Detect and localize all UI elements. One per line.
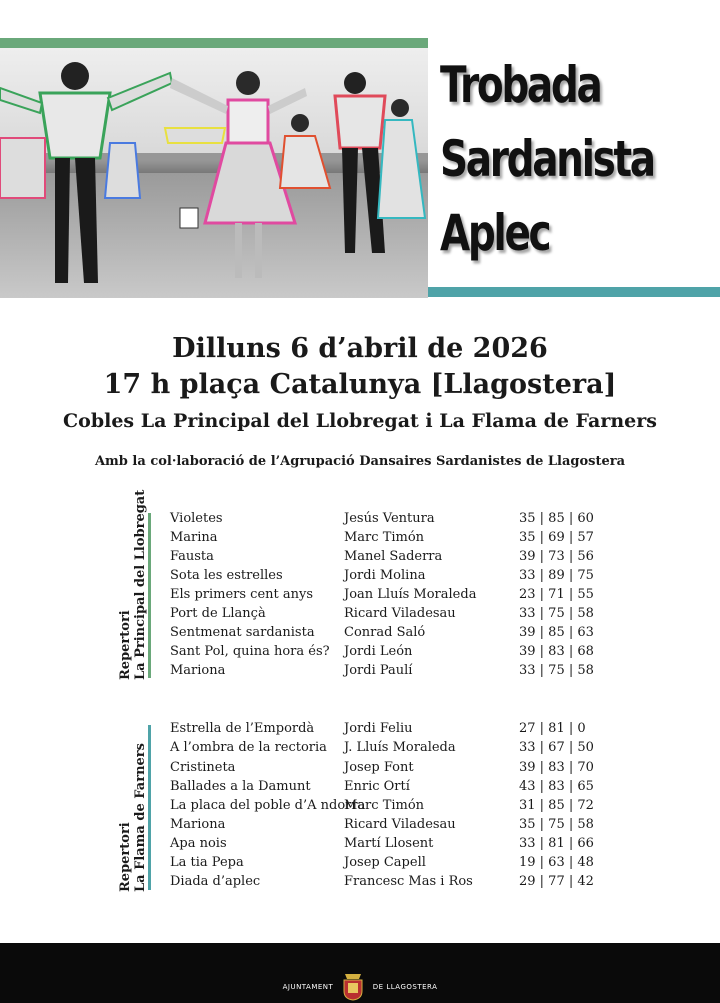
piece-title: Fausta (170, 549, 214, 564)
piece-numbers: 39 | 73 | 56 (519, 549, 594, 564)
repertoire-row (0, 606, 720, 625)
repertoire-row (0, 568, 720, 587)
piece-author: Jordi Feliu (344, 721, 413, 736)
footer-left-text: AJUNTAMENT (282, 983, 334, 991)
piece-title: A l’ombra de la rectoria (170, 740, 327, 755)
piece-title: Mariona (170, 817, 226, 832)
piece-title: Apa nois (170, 836, 227, 851)
piece-author: Jordi León (344, 644, 413, 659)
event-collaboration: Amb la col·laboració de l’Agrupació Dansaires Sardanistes de Llagostera (94, 454, 626, 469)
piece-numbers: 33 | 81 | 66 (519, 836, 594, 851)
piece-author: Joan Lluís Moraleda (344, 587, 477, 602)
repertoire-row (0, 855, 720, 874)
repertoire-row (0, 663, 720, 682)
piece-author: Jordi Molina (344, 568, 426, 583)
piece-author: Josep Font (344, 760, 414, 775)
piece-numbers: 33 | 89 | 75 (519, 568, 594, 583)
piece-author: Ricard Viladesau (344, 817, 456, 832)
teal-accent-bar (428, 287, 720, 297)
piece-numbers: 33 | 75 | 58 (519, 606, 594, 621)
repertoire-row (0, 587, 720, 606)
piece-author: Martí Llosent (344, 836, 434, 851)
piece-title: La placa del poble d’A ndorra (170, 798, 366, 813)
green-accent-bar (0, 38, 428, 48)
piece-title: Els primers cent anys (170, 587, 314, 602)
piece-numbers: 31 | 85 | 72 (519, 798, 594, 813)
piece-author: Conrad Saló (344, 625, 426, 640)
coat-of-arms-icon (342, 973, 364, 1001)
piece-numbers: 39 | 85 | 63 (519, 625, 594, 640)
piece-author: Ricard Viladesau (344, 606, 456, 621)
repertoire-label-line2: La Principal del Llobregat (133, 489, 148, 680)
piece-author: Manel Saderra (344, 549, 443, 564)
piece-numbers: 35 | 85 | 60 (519, 511, 594, 526)
footer-branding (0, 973, 720, 1001)
piece-title: Sant Pol, quina hora és? (170, 644, 330, 659)
repertoire-row (0, 644, 720, 663)
piece-numbers: 35 | 75 | 58 (519, 817, 594, 832)
piece-numbers: 33 | 75 | 58 (519, 663, 594, 678)
piece-title: Marina (170, 530, 218, 545)
event-date: Dilluns 6 d’abril de 2026 (172, 333, 548, 364)
piece-author: Jesús Ventura (344, 511, 435, 526)
repertoire-label-line2: La Flama de Farners (133, 743, 148, 892)
piece-title: Cristineta (170, 760, 236, 775)
piece-numbers: 23 | 71 | 55 (519, 587, 594, 602)
piece-title: La tia Pepa (170, 855, 244, 870)
piece-title: Ballades a la Damunt (170, 779, 311, 794)
piece-title: Sota les estrelles (170, 568, 283, 583)
footer-right-text: DE LLAGOSTERA (372, 983, 438, 991)
piece-author: Enric Ortí (344, 779, 410, 794)
repertoire-row (0, 740, 720, 759)
piece-author: J. Lluís Moraleda (344, 740, 456, 755)
piece-numbers: 35 | 69 | 57 (519, 530, 594, 545)
piece-numbers: 19 | 63 | 48 (519, 855, 594, 870)
footer (0, 943, 720, 1003)
repertoire-row (0, 625, 720, 644)
repertoire-row (0, 721, 720, 740)
piece-author: Josep Capell (344, 855, 426, 870)
title-line: Sardanista (440, 130, 654, 188)
piece-author: Marc Timón (344, 798, 425, 813)
event-cobles: Cobles La Principal del Llobregat i La Flama de Farners (63, 410, 657, 432)
repertoire-row (0, 779, 720, 798)
piece-title: Estrella de l’Empordà (170, 721, 315, 736)
piece-author: Francesc Mas i Ros (344, 874, 473, 889)
repertoire-row (0, 760, 720, 779)
repertoire-row (0, 836, 720, 855)
piece-numbers: 27 | 81 | 0 (519, 721, 586, 736)
sardana-dancers-photo (0, 48, 428, 298)
title-line: Aplec (440, 204, 550, 262)
repertoire-label-line1: Repertori (118, 822, 133, 892)
piece-numbers: 43 | 83 | 65 (519, 779, 594, 794)
event-time-place: 17 h plaça Catalunya [Llagostera] (103, 369, 617, 400)
title-line: Trobada (440, 56, 601, 114)
repertoire-row (0, 817, 720, 836)
piece-title: Port de Llançà (170, 606, 266, 621)
piece-title: Sentmenat sardanista (170, 625, 315, 640)
piece-title: Violetes (170, 511, 223, 526)
repertoire-label-line1: Repertori (118, 610, 133, 680)
repertoire-row (0, 874, 720, 893)
piece-numbers: 39 | 83 | 70 (519, 760, 594, 775)
piece-author: Marc Timón (344, 530, 425, 545)
piece-numbers: 39 | 83 | 68 (519, 644, 594, 659)
poster-title (440, 48, 654, 270)
piece-numbers: 33 | 67 | 50 (519, 740, 594, 755)
repertoire-row (0, 549, 720, 568)
piece-title: Diada d’aplec (170, 874, 261, 889)
piece-numbers: 29 | 77 | 42 (519, 874, 594, 889)
repertoire-row (0, 530, 720, 549)
piece-author: Jordi Paulí (344, 663, 413, 678)
piece-title: Mariona (170, 663, 226, 678)
repertoire-row (0, 798, 720, 817)
repertoire-row (0, 511, 720, 530)
